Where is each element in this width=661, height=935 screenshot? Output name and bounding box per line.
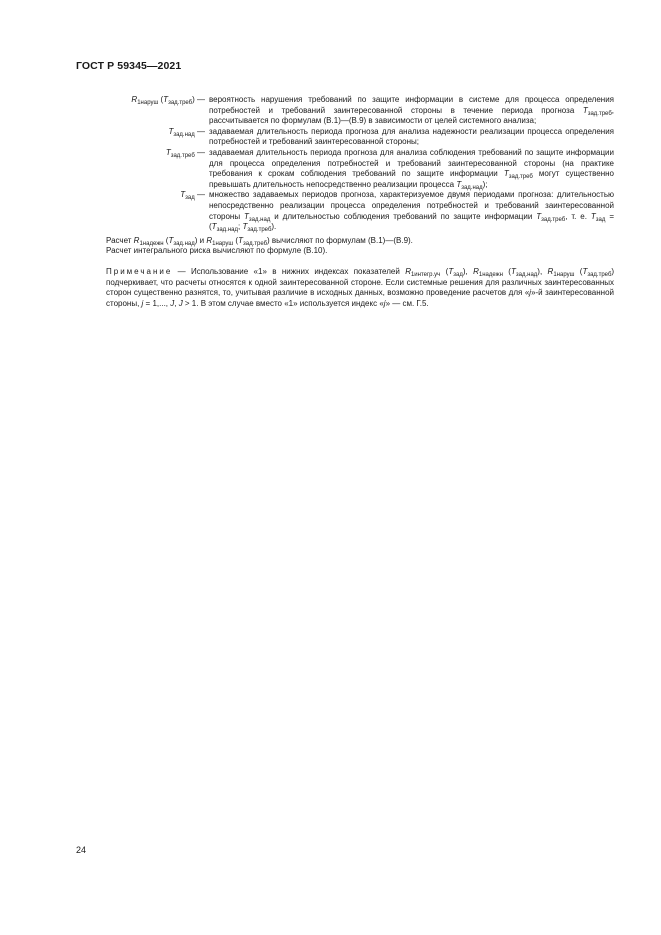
note-paragraph: Примечание — Использование «1» в нижних индексах показателей $R_{1интегр.уч}$ $(T_{зад})$, $R_{1надежн}$ $(T_{зад.над})$, $R_{1наруш}$ $(T_{зад.треб})$ подчеркивает, что расчеты относятся к одной заинтересованной стороне. Если системные решения для различных заинтересованных сторон существенно разнятся, то, учитывая различие в исходных данных, возможно проведение расчетов для «j»-й заинтересованной стороны, j = 1,..., J, J > 1. В этом случае вместо «1» используется индекс «j» — см. Г.5. [106,266,615,308]
note-label: Примечание [106,266,173,276]
integral-risk-paragraph: Расчет интегрального риска вычисляют по формуле (В.10). [106,246,328,256]
definition-term: $T_{зад}$ — [180,190,205,202]
definition-term: $R_{1наруш}$ $(T_{зад.треб})$ — [131,95,205,106]
document-header: ГОСТ Р 59345—2021 [76,60,182,72]
definition-text: вероятность нарушения требований по защите информации в системе для процесса определения потребностей и требований заинтересованной стороны в течение периода прогноза $T_{зад.треб}$, рассчитывается по формулам (В.1)—(В.9) в зависимости от целей системного анализа; [209,95,614,126]
page-number: 24 [76,845,87,855]
definition-text: задаваемая длительность периода прогноза для анализа соблюдения требований по защите информации для процесса определения потребностей и требований заинтересованной стороны (на практике требования к срокам соблюдения требований по защите информации $T_{зад.треб}$ могут существенно превышать длительность непосредственно реализации процесса $T_{зад.над}$); [209,147,614,191]
definition-tzad-treb [106,148,614,190]
definition-text: множество задаваемых периодов прогноза, характеризуемое двумя периодами прогноза: длительностью непосредственно реализации процесса определения потребностей и требований заинтересованной стороны $T_{зад.над}$ и длительностью соблюдения требований по защите информации $T_{зад.треб}$, т. е. $T_{зад} = (T_{зад.над}$; $T_{зад.треб}$). [209,190,614,234]
definition-term: $T_{зад.над}$ — [168,126,205,138]
calculation-paragraph: Расчет $R_{1надежн}$ $(T_{зад.над})$ и $R_{1наруш}$ $(T_{зад.треб})$ вычисляют по формулам (В.1)—(В.9). [106,235,413,247]
page-content [106,95,614,309]
definition-term: $T_{зад.треб}$ — [165,147,205,159]
definition-tzad-nad [106,127,614,148]
definition-r1narush [106,95,614,127]
definition-tzad [106,190,614,232]
definition-text: задаваемая длительность периода прогноза для анализа надежности реализации процесса определения потребностей и требований заинтересованной стороны; [209,126,614,147]
